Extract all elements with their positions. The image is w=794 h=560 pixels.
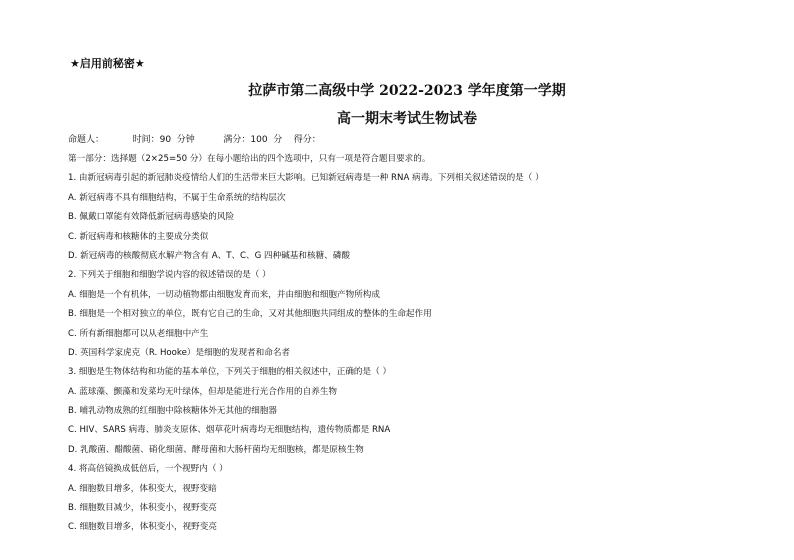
question-1-option-b: B. 佩戴口罩能有效降低新冠病毒感染的风险 <box>68 212 235 223</box>
question-2-option-c: C. 所有新细胞都可以从老细胞中产生 <box>68 328 209 339</box>
question-3-option-b: B. 哺乳动物成熟的红细胞中除核糖体外无其他的细胞器 <box>68 406 278 417</box>
question-2-option-b: B. 细胞是一个相对独立的单位，既有它自己的生命，又对其他细胞共同组成的整体的生命起作用 <box>68 309 432 320</box>
question-4-stem: 4. 将高倍镜换成低倍后，一个视野内（ ） <box>68 464 228 475</box>
question-2-stem: 2. 下列关于细胞和细胞学说内容的叙述错误的是（ ） <box>68 270 271 281</box>
question-1-option-a: A. 新冠病毒不具有细胞结构，不属于生命系统的结构层次 <box>68 192 286 203</box>
exam-info-line: 命题人： 时间：90 分钟 满分：100 分 得分： <box>68 135 321 145</box>
question-4-option-c: C. 细胞数目增多，体积变小，视野变亮 <box>68 522 217 533</box>
question-2-option-d: D. 英国科学家虎克（R. Hooke）是细胞的发现者和命名者 <box>68 347 291 358</box>
exam-title-school: 拉萨市第二高级中学 2022-2023 学年度第一学期 <box>248 83 566 99</box>
question-3-option-c: C. HIV、SARS 病毒、肺炎支原体、烟草花叶病毒均无细胞结构，遗传物质都是 RNA <box>68 425 391 436</box>
question-3-stem: 3. 细胞是生物体结构和功能的基本单位，下列关于细胞的相关叙述中，正确的是（ ） <box>68 367 392 378</box>
exam-title-subject: 高一期末考试生物试卷 <box>337 111 477 127</box>
question-1-option-d: D. 新冠病毒的核酸彻底水解产物含有 A、T、C、G 四种碱基和核糖、磷酸 <box>68 250 350 261</box>
section-instruction: 第一部分：选择题（2×25=50 分）在每小题给出的四个选项中，只有一项是符合题目要求的。 <box>68 154 431 164</box>
question-1-stem: 1. 由新冠病毒引起的新冠肺炎疫情给人们的生活带来巨大影响。已知新冠病毒是一种 RNA 病毒。下列相关叙述错误的是（ ） <box>68 173 544 184</box>
question-3-option-d: D. 乳酸菌、醋酸菌、硝化细菌、酵母菌和大肠杆菌均无细胞核，都是原核生物 <box>68 444 364 455</box>
question-2-option-a: A. 细胞是一个有机体，一切动植物都由细胞发育而来，并由细胞和细胞产物所构成 <box>68 289 380 300</box>
question-3-option-a: A. 蓝球藻、颤藻和发菜均无叶绿体，但却是能进行光合作用的自养生物 <box>68 386 338 397</box>
secret-label: ★启用前秘密★ <box>70 57 145 70</box>
question-body <box>68 150 768 538</box>
question-4-option-a: A. 细胞数目增多，体积变大，视野变暗 <box>68 483 217 494</box>
question-4-option-b: B. 细胞数目减少，体积变小，视野变亮 <box>68 503 217 514</box>
question-1-option-c: C. 新冠病毒和核糖体的主要成分类似 <box>68 231 209 242</box>
